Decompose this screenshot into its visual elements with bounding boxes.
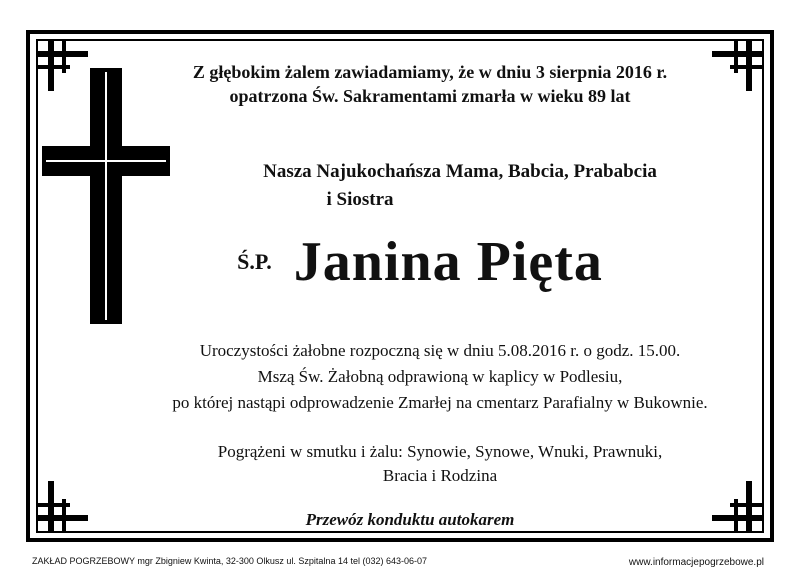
family-line-2: Bracia i Rodzina <box>382 466 498 485</box>
intro-line-1: Nasza Najukochańsza Mama, Babcia, Prababcia <box>263 161 657 182</box>
deceased-prefix: Ś.P. <box>237 249 272 274</box>
header-line-2: opatrzona Św. Sakramentami zmarła w wieku 89 lat <box>229 86 631 106</box>
deceased-name-row <box>190 230 650 294</box>
relation-intro <box>180 158 740 214</box>
ceremony-line-2: Mszą Św. Żałobną odprawioną w kaplicy w Podlesiu, <box>257 367 623 386</box>
frame-top-inner <box>36 39 764 41</box>
corner-ornament-top-right <box>704 39 764 99</box>
announcement-header <box>150 60 710 108</box>
frame-bottom-inner <box>36 531 764 533</box>
ceremony-line-3: po której nastąpi odprowadzenie Zmarłej na cmentarz Parafialny w Bukownie. <box>172 393 708 412</box>
frame-left-outer <box>26 30 30 542</box>
corner-ornament-bottom-left <box>36 473 96 533</box>
frame-left-inner <box>36 39 38 533</box>
footer-company: ZAKŁAD POGRZEBOWY mgr Zbigniew Kwinta, 32-300 Olkusz ul. Szpitalna 14 tel (032) 643-06-07 <box>32 556 428 566</box>
footer-website: www.informacjepogrzebowe.pl <box>628 557 764 568</box>
mourners <box>100 440 780 488</box>
deceased-name: Janina Pięta <box>293 231 603 293</box>
transport-text: Przewóz konduktu autokarem <box>305 510 515 529</box>
transport-note <box>100 510 720 530</box>
intro-line-2: i Siostra <box>326 189 394 210</box>
frame-bottom-outer <box>26 538 774 542</box>
header-line-1: Z głębokim żalem zawiadamiamy, że w dniu 3 sierpnia 2016 r. <box>192 62 668 82</box>
frame-top-outer <box>26 30 774 34</box>
ceremony-line-1: Uroczystości żałobne rozpoczną się w dniu 5.08.2016 r. o godz. 15.00. <box>199 341 681 360</box>
family-line-1: Pogrążeni w smutku i żalu: Synowie, Synowe, Wnuki, Prawnuki, <box>217 442 663 461</box>
ceremony-details <box>100 338 780 416</box>
